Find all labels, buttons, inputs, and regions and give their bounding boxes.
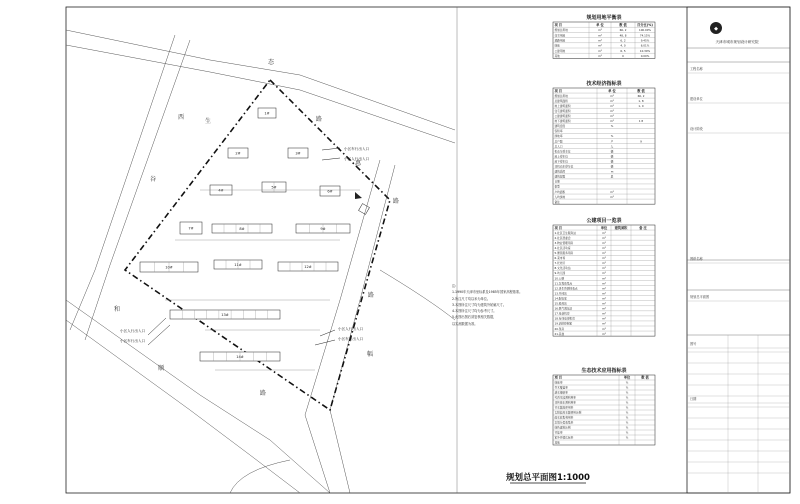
eco-table-cell: 绿色建筑比例 [554, 425, 571, 430]
internal-roads [165, 190, 360, 370]
building-label: 8# [239, 226, 245, 231]
eco-table-cell: % [625, 400, 629, 405]
eco-table-cell: 垃圾分类收集率 [554, 420, 574, 425]
building-label: 2# [235, 151, 241, 156]
tech-table-cell: 容积率 [554, 129, 563, 134]
public-table-header-cell: 备 注 [639, 225, 647, 230]
eco-table-cell: % [625, 395, 629, 400]
road-label-southeast-b: 路 [260, 390, 267, 397]
public-table-cell: m² [602, 251, 606, 255]
tech-table-cell: 地下停车位 [554, 159, 568, 164]
public-table-cell: 4.社区活动室 [554, 245, 571, 250]
company-name: 天津市城市规划设计研究院 [715, 40, 759, 44]
road-label-north-left: 生 [205, 118, 212, 125]
tech-table-cell: 总建筑面积 [554, 98, 568, 103]
gate-house [359, 204, 370, 215]
tech-table-cell: 层 [610, 174, 614, 179]
south-curve-road [230, 460, 290, 493]
tech-table-cell: m² [610, 189, 614, 194]
tb-grid [687, 66, 790, 493]
road-label-south: 路 [368, 292, 375, 299]
public-table-cell: m² [602, 301, 606, 306]
public-table-cell: m² [602, 296, 606, 301]
tech-table-cell: 辆 [610, 154, 614, 159]
eco-table-cell: % [625, 420, 629, 425]
road-label-west-b: 谷 [150, 176, 157, 183]
tb-field-label: 规划总平面图 [690, 295, 710, 299]
tb-field-label: 工程名称 [690, 67, 703, 71]
tb-field-label: 图纸名称 [690, 257, 703, 261]
building-label: 13# [221, 312, 229, 317]
land-table-header-cell: 百分比(%) [637, 22, 653, 27]
plan-title: 规划总平面图1:1000 [506, 473, 590, 483]
road-label-north-mid: 态 [268, 59, 275, 66]
public-table-cell: 16.燃气调压站 [554, 306, 573, 311]
road-label-east-b: 路 [393, 198, 400, 205]
road-label-east-a: 惠 [355, 160, 362, 167]
eco-table-cell: % [625, 430, 629, 435]
tech-table-cell: m² [610, 98, 614, 103]
entrance-label-s-1: 小区人行出入口 [338, 327, 364, 331]
road-label-southeast-a: 幅 [367, 351, 374, 358]
public-table-cell: 2.社区居委会 [554, 235, 571, 240]
tb-field-label: 日期 [690, 397, 697, 401]
north-arrow-icon [355, 192, 362, 199]
land-table-cell: 74.15% [639, 33, 651, 38]
tech-table-cell: 规划总用地 [554, 93, 568, 98]
public-table-header-cell: 单位 [600, 225, 608, 230]
public-table-cell: m² [602, 306, 606, 311]
tech-table-cell: 总人口 [554, 144, 563, 149]
s-entrance-arrow-2 [315, 340, 335, 345]
land-table-cell: 0 [622, 54, 624, 59]
tech-table-cell: % [610, 124, 614, 129]
public-table-cell: m² [602, 256, 606, 261]
public-table-cell: 1.社区卫生服务站 [554, 230, 576, 235]
land-table-cell: 100.00% [639, 28, 651, 33]
tech-table-cell: 1 8 [638, 119, 644, 124]
tech-table-cell: 备注 [554, 199, 560, 204]
title-block-frame [687, 7, 790, 493]
tech-table-header-cell: 项 目 [554, 88, 562, 93]
table-group [553, 14, 655, 445]
tech-table-cell: m² [610, 114, 614, 118]
public-table-cell: m² [602, 321, 606, 326]
west-road-edge-1 [70, 35, 175, 330]
public-table-cell: m² [602, 286, 606, 291]
eco-table-cell: % [625, 405, 629, 410]
land-table-cell: 6, 5 [620, 48, 626, 53]
tech-table-cell: 住宅建筑面积 [554, 108, 571, 113]
tech-table-cell: % [610, 134, 614, 139]
building-label: 7# [188, 226, 194, 231]
land-table-cell: 公建用地 [554, 48, 566, 53]
eco-table-cell: 其他 [554, 440, 560, 445]
public-table-cell: 11.垃圾收集点 [554, 281, 573, 286]
west-road-edge-2 [85, 40, 190, 340]
south-road-edge-2 [66, 320, 300, 493]
ne-entrance-arrow-2 [322, 158, 340, 160]
tech-table-cell: 人 [610, 144, 614, 149]
public-table-cell: m² [602, 271, 606, 276]
public-table-cell: 20.泵房 [554, 326, 565, 331]
tech-table-header-cell: 单 位 [608, 88, 616, 93]
public-table-cell: m² [602, 311, 606, 316]
tech-table-cell: 建筑密度 [554, 124, 566, 129]
w-entrance-arrow-1 [148, 318, 166, 335]
tech-table-cell: 1, 0 [638, 103, 644, 108]
east-branch-road [380, 270, 455, 320]
public-table-cell: m² [602, 266, 606, 271]
eco-table-cell: 透水铺装率 [554, 390, 568, 395]
building-label: 14# [236, 354, 244, 359]
note-line-4: 4.本图所注尺寸均为参考尺寸。 [452, 309, 497, 314]
notes-block [452, 283, 522, 327]
tech-table-cell: m² [610, 119, 614, 124]
eco-table-cell: 雨水收集利用率 [554, 415, 574, 420]
w-entrance-arrow-2 [148, 325, 170, 345]
tech-table-cell: m² [610, 194, 614, 199]
land-table-cell: m² [598, 43, 602, 48]
land-table-cell: m² [598, 38, 602, 43]
public-table-cell: 6.菜市场 [554, 256, 566, 261]
road-label-southwest-a: 和 [114, 306, 121, 313]
s-entrance-arrow-1 [320, 330, 335, 336]
public-table-cell: 19.消防控制室 [554, 321, 573, 326]
building-group [140, 108, 350, 361]
tech-table-cell: 9 [640, 139, 642, 144]
public-table-cell: 5.便民服务用房 [554, 251, 574, 255]
entrance-label-ne-1: 小区车行出入口 [344, 147, 370, 151]
land-table-cell: 6, 2 [620, 38, 626, 43]
public-table-cell: 15.换热站 [554, 301, 567, 306]
tech-table-cell: 1, 8 [638, 98, 644, 103]
public-table-cell: 8.文化活动站 [554, 266, 571, 271]
tech-table-cell: 地上建筑面积 [554, 103, 571, 108]
tb-field-label: 图号 [690, 342, 697, 346]
public-table-cell: 7.托老所 [554, 261, 566, 266]
eco-table-cell: % [625, 385, 629, 390]
tech-table-cell: 建筑层数 [554, 174, 566, 179]
building-label: 5# [271, 185, 277, 190]
note-line-6: 以实测数据为准。 [452, 321, 478, 326]
building-label: 11# [234, 262, 242, 267]
eco-table-header-cell: 单位 [623, 375, 631, 380]
entrance-label-w-1: 小区人行出入口 [120, 329, 146, 333]
eco-table-cell: 乔木覆盖率 [554, 385, 568, 390]
tech-table-cell: 辆 [610, 159, 614, 164]
building-label: 10# [165, 265, 173, 270]
tech-table-cell: 地上停车位 [554, 154, 568, 159]
public-table-cell: m² [602, 261, 606, 266]
eco-table-cell: 太阳能热水器使用比例 [554, 410, 582, 415]
south-road-edge-1 [66, 300, 330, 493]
eco-table-cell: 非传统水源利用率 [554, 400, 576, 405]
public-table-cell: 12.再生资源回收点 [554, 286, 578, 291]
eco-table-cell: % [625, 390, 629, 395]
land-table-header-cell: 数 值 [619, 22, 627, 27]
land-table-cell: 0.00% [640, 54, 650, 59]
eco-table-cell: 绿地率 [554, 380, 563, 385]
entrance-label-w-2: 小区车行出入口 [120, 339, 146, 343]
land-table-header-cell: 单 位 [596, 22, 604, 27]
land-table-cell: 道路用地 [554, 38, 566, 43]
tb-field-label: 设计阶段 [690, 127, 703, 131]
building-label: 3# [295, 151, 301, 156]
land-table-cell: m² [598, 48, 602, 53]
public-table-cell: m² [602, 276, 606, 281]
tech-table-cell: 绿地率 [554, 134, 563, 139]
land-table-cell: 10.39% [639, 48, 651, 53]
eco-table-cell: 节水器具使用率 [554, 405, 574, 410]
eco-table-header-cell: 数 值 [641, 375, 649, 380]
public-table-cell: m² [602, 240, 606, 245]
public-table-cell: m² [602, 326, 606, 331]
public-table-header-cell: 项 目 [554, 225, 562, 230]
tech-table-cell: m² [610, 103, 614, 108]
tech-table-cell: 地下建筑面积 [554, 119, 571, 124]
eco-table-cell: 室外环境达标率 [554, 435, 574, 440]
eco-table-cell: 节能率 [554, 430, 563, 435]
land-table-cell: 其他 [554, 54, 560, 59]
eco-table-cell: % [625, 435, 629, 440]
public-table-cell: m² [602, 331, 606, 336]
public-table-cell: m² [602, 291, 606, 296]
notes-heading: 注: [452, 284, 457, 288]
eco-table-header-cell: 项 目 [554, 375, 562, 380]
land-table-cell: 66, 2 [619, 28, 627, 33]
tech-table-cell: 66, 2 [637, 93, 645, 98]
tech-table-cell: 套型 [554, 184, 560, 189]
tech-table-cell: 辆 [610, 164, 614, 169]
land-table-cell: 48, 8 [619, 33, 627, 38]
tech-table-cell: 户 [610, 139, 614, 144]
tech-table-cell: 户均面积 [554, 189, 566, 194]
tb-field-label: 建设单位 [690, 97, 703, 101]
road-label-west-a: 西 [178, 114, 185, 121]
land-table-title: 规划用地平衡表 [586, 15, 622, 21]
building-label: 12# [304, 264, 312, 269]
note-line-3: 3.本图所注尺寸均为建筑外轮廓尺寸。 [452, 302, 507, 307]
tech-table-cell: m² [610, 108, 614, 113]
tech-table-cell: 总户数 [554, 139, 563, 144]
tech-table-cell: m² [610, 93, 614, 98]
land-table-cell: 9.45% [640, 38, 650, 43]
ne-entrance-arrow-1 [322, 148, 340, 150]
land-table-cell: m² [598, 28, 602, 33]
eco-table-cell: % [625, 425, 629, 430]
land-table-cell: 住宅用地 [554, 33, 566, 38]
public-table-header-cell: 建筑面积 [614, 225, 628, 230]
land-table-cell: 6.01% [640, 43, 650, 48]
tech-table-cell: 日照 [554, 179, 560, 184]
public-table-cell: m² [602, 230, 606, 235]
tech-table-cell: m [610, 169, 614, 174]
public-table-cell: m² [602, 235, 606, 240]
building-label: 1# [264, 111, 270, 116]
north-road-edge-2 [66, 45, 455, 143]
note-line-5: 5.此图出图后须复核相关数据， [452, 315, 497, 320]
building-label: 6# [327, 189, 333, 194]
sheet-border [66, 7, 790, 493]
public-table-cell: 10.公厕 [554, 276, 565, 281]
public-table-title: 公建项目一览表 [586, 218, 622, 224]
eco-table-cell: % [625, 415, 629, 420]
road-label-southwest-b: 顺 [158, 365, 165, 372]
land-table-cell: 绿地 [554, 43, 560, 48]
public-table-cell: 17.电信机房 [554, 311, 570, 316]
note-line-1: 1.1990年天津市坐标系及1985年国家高程基准。 [452, 290, 523, 295]
public-table-cell: m² [602, 316, 606, 321]
tech-table-cell: 人均绿地 [554, 194, 566, 199]
road-label-north-right: 路 [316, 116, 323, 123]
land-table-cell: 4, 0 [620, 43, 626, 48]
tech-table-title: 技术经济指标表 [586, 81, 622, 87]
entrance-label-ne-2: 小区人行出入口 [344, 157, 370, 161]
public-table-cell: 18.有线电视机房 [554, 316, 575, 321]
building-label: 4# [218, 188, 224, 193]
public-table-cell: m² [602, 281, 606, 286]
building-label: 9# [320, 226, 326, 231]
tech-table-cell: 公建建筑面积 [554, 114, 571, 118]
land-table-cell: m² [598, 33, 602, 38]
tech-table-cell: 机动车停车位 [554, 149, 571, 154]
public-table-cell: m² [602, 245, 606, 250]
eco-table-title: 生态技术应用指标表 [581, 368, 627, 374]
eco-table-cell: 可再生能源利用率 [554, 395, 576, 400]
eco-table-cell: % [625, 410, 629, 415]
public-table-cell: 21.其他 [554, 331, 565, 336]
tech-table-cell: 非机动车停车位 [554, 164, 574, 169]
land-table-cell: 规划总用地 [554, 28, 568, 33]
tech-table-header-cell: 数 值 [637, 88, 645, 93]
tech-table-cell: 建筑高度 [554, 169, 566, 174]
public-table-cell: 14.配电室 [554, 296, 567, 301]
public-table-cell: 13.开闭站 [554, 291, 567, 296]
land-table-header-cell: 项 目 [554, 22, 562, 27]
eco-table-cell: % [625, 380, 629, 385]
tech-table-cell: 辆 [610, 149, 614, 154]
note-line-2: 2.所注尺寸均以米为单位。 [452, 296, 491, 301]
entrance-label-s-2: 小区车行出入口 [338, 337, 364, 341]
logo-glyph: ◆ [714, 26, 718, 32]
title-block [687, 7, 790, 493]
public-table-cell: 9.幼儿园 [554, 271, 566, 276]
land-table-cell: m² [598, 54, 602, 59]
public-table-cell: 3.物业管理用房 [554, 240, 574, 245]
